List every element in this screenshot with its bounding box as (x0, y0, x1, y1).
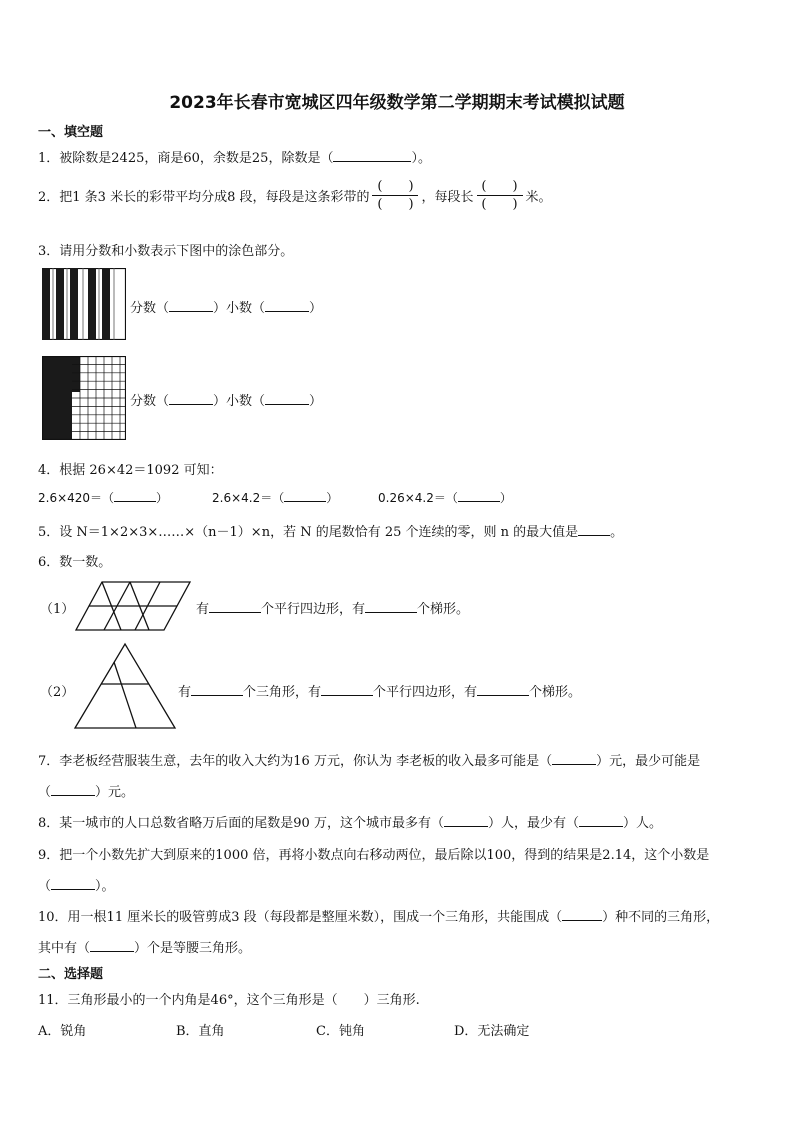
q4-item-3 (378, 489, 512, 506)
q8-blank-2[interactable] (579, 814, 623, 827)
q11-option-a[interactable]: A．锐角 (38, 1024, 87, 1039)
question-9-line-2 (38, 875, 115, 894)
q9-text-c: ）。 (95, 879, 115, 894)
q7-text-a: 7．李老板经营服装生意，去年的收入大约为16 万元，你认为 李老板的收入最多可能是（ (38, 754, 553, 769)
question-7-line-1 (38, 750, 700, 769)
page-title: 2023年长春市宽城区四年级数学第二学期期末考试模拟试题 (169, 93, 625, 113)
q3-row2-close: ） (309, 394, 323, 409)
q3-row1-fraction-blank[interactable] (169, 299, 213, 312)
q3-row2-fraction-label: 分数（ (130, 394, 170, 409)
q3-row2-fraction-blank[interactable] (169, 392, 213, 405)
q3-row1-answer (130, 297, 322, 316)
q10-text-a: 10．用一根11 厘米长的吸管剪成3 段（每段都是整厘米数），围成一个三角形，共能围成（ (38, 910, 563, 925)
q6-p2-text-d: 个梯形。 (529, 685, 582, 700)
q4-item-3-expr: 0.26×4.2＝（ (378, 491, 458, 505)
parallelogram-figure (72, 580, 192, 632)
q2-text-a: 2．把1 条3 米长的彩带平均分成8 段，每段是这条彩带的 (38, 190, 370, 205)
grid-shaded-figure (42, 356, 126, 440)
question-1 (38, 147, 431, 166)
q2-frac2-numerator: ( ) (481, 179, 518, 194)
q6-p2-blank-3[interactable] (477, 683, 529, 696)
question-4: 4．根据 26×42＝1092 可知： (38, 463, 223, 478)
q11-option-d[interactable]: D．无法确定 (454, 1024, 530, 1039)
question-8 (38, 812, 662, 831)
q2-frac1-numerator: ( ) (377, 179, 414, 194)
q2-text-c: 米。 (525, 190, 552, 205)
q10-blank-1[interactable] (562, 908, 602, 921)
q8-blank-1[interactable] (444, 814, 488, 827)
q9-blank[interactable] (51, 877, 95, 890)
q6-p2-blank-2[interactable] (321, 683, 373, 696)
q4-item-1 (38, 489, 168, 506)
q4-item-2-expr: 2.6×4.2＝（ (212, 491, 285, 505)
q3-row2-decimal-label: ）小数（ (213, 394, 266, 409)
section-choice-heading: 二、选择题 (38, 967, 104, 982)
q5-text: 5．设 N＝1×2×3×……×（n－1）×n，若 N 的尾数恰有 25 个连续的零，则 n 的最大值是 (38, 525, 579, 540)
q6-part1-text (196, 598, 469, 617)
q4-item-1-expr: 2.6×420＝（ (38, 491, 115, 505)
q2-fraction-2[interactable] (477, 178, 523, 213)
q6-p1-blank-2[interactable] (365, 600, 417, 613)
section-fill-heading: 一、填空题 (38, 125, 104, 140)
q10-text-b: ）种不同的三角形， (602, 910, 720, 925)
q8-text-c: ）人。 (622, 816, 662, 831)
triangle-figure (72, 642, 178, 730)
q6-p2-blank-1[interactable] (191, 683, 243, 696)
q6-p1-text-b: 个平行四边形，有 (261, 602, 366, 617)
q4-item-2-close: ） (326, 491, 339, 505)
q4-item-1-close: ） (156, 491, 169, 505)
q2-frac2-denominator: ( ) (481, 197, 518, 212)
q6-part2-text (178, 681, 581, 700)
q7-text-c: （ (38, 785, 52, 800)
question-9-line-1: 9．把一个小数先扩大到原来的1000 倍，再将小数点向右移动两位，最后除以100，得到的结果是2.14，这个小数是 (38, 848, 710, 863)
question-3: 3．请用分数和小数表示下图中的涂色部分。 (38, 244, 294, 259)
q1-blank[interactable] (333, 149, 411, 162)
q5-end: 。 (610, 525, 624, 540)
q11-option-c[interactable]: C．钝角 (316, 1024, 365, 1039)
q8-text-a: 8．某一城市的人口总数省略万后面的尾数是90 万，这个城市最多有（ (38, 816, 444, 831)
q7-blank-1[interactable] (552, 752, 596, 765)
q9-text-b: （ (38, 879, 52, 894)
q6-p2-text-c: 个平行四边形，有 (373, 685, 478, 700)
question-11: 11．三角形最小的一个内角是46°，这个三角形是（ ）三角形. (38, 993, 420, 1008)
question-6: 6．数一数。 (38, 555, 112, 570)
q2-frac1-denominator: ( ) (377, 197, 414, 212)
q3-row1-decimal-label: ）小数（ (213, 301, 266, 316)
q8-text-b: ）人，最少有（ (487, 816, 579, 831)
q7-blank-2[interactable] (51, 783, 95, 796)
q6-p2-text-b: 个三角形，有 (243, 685, 322, 700)
q6-p1-blank-1[interactable] (209, 600, 261, 613)
question-10-line-1 (38, 906, 719, 925)
q2-text-b: ，每段长 (421, 190, 474, 205)
q3-row1-decimal-blank[interactable] (265, 299, 309, 312)
q6-part1-label: （1） (40, 602, 75, 617)
q6-p1-text-a: 有 (196, 602, 210, 617)
q10-text-c: 其中有（ (38, 941, 91, 956)
q3-row2-answer (130, 390, 322, 409)
q4-item-2 (212, 489, 338, 506)
question-2 (38, 178, 552, 213)
q7-text-d: ）元。 (95, 785, 135, 800)
q7-text-b: ）元，最少可能是 (596, 754, 701, 769)
q6-part2-label: （2） (40, 685, 75, 700)
q1-end: ）。 (411, 151, 431, 166)
q1-text: 1．被除数是2425，商是60，余数是25，除数是（ (38, 151, 334, 166)
q6-p2-text-a: 有 (178, 685, 192, 700)
q4-item-1-blank[interactable] (114, 489, 156, 502)
q3-row1-close: ） (309, 301, 323, 316)
striped-rectangle-figure (42, 268, 126, 340)
question-7-line-2 (38, 781, 134, 800)
q3-row2-decimal-blank[interactable] (265, 392, 309, 405)
q4-item-2-blank[interactable] (284, 489, 326, 502)
q2-fraction-1[interactable] (372, 178, 418, 213)
q11-option-b[interactable]: B．直角 (176, 1024, 225, 1039)
question-10-line-2 (38, 937, 251, 956)
q3-row1-fraction-label: 分数（ (130, 301, 170, 316)
q6-p1-text-c: 个梯形。 (417, 602, 470, 617)
q5-blank[interactable] (578, 523, 610, 536)
q10-text-d: ）个是等腰三角形。 (134, 941, 252, 956)
q4-item-3-close: ） (499, 491, 512, 505)
q4-item-3-blank[interactable] (458, 489, 500, 502)
question-5 (38, 521, 623, 540)
q10-blank-2[interactable] (90, 939, 134, 952)
